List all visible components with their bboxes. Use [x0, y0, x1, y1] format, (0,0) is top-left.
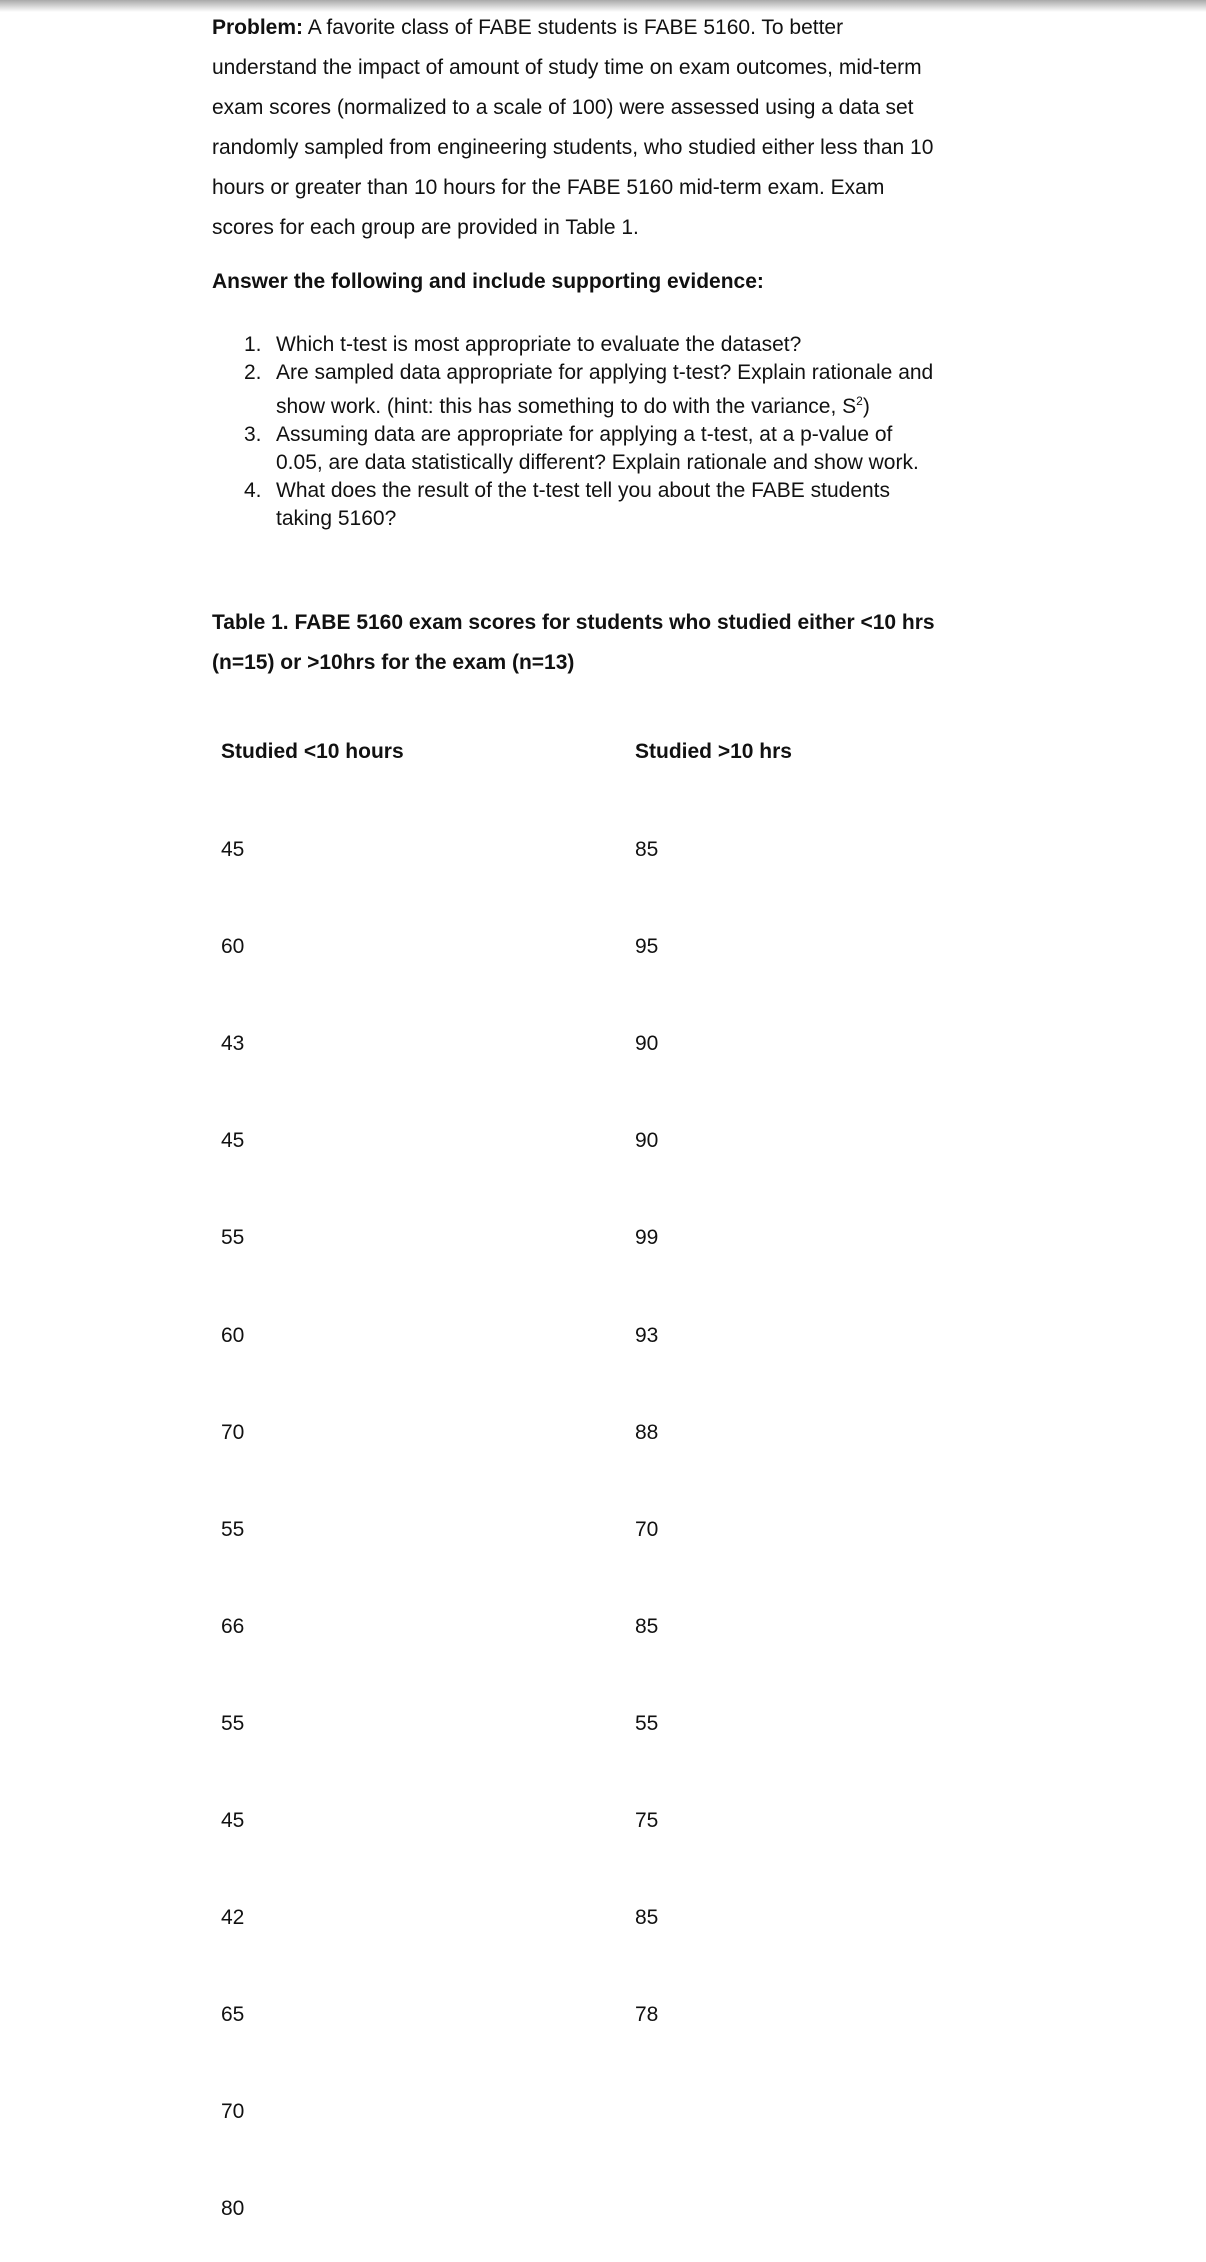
caption-line: (n=15) or >10hrs for the exam (n=13)	[212, 651, 575, 674]
score-cell: 90	[635, 1129, 659, 1153]
score-cell: 95	[635, 935, 659, 959]
column-header-less-than-10: Studied <10 hours	[221, 740, 404, 763]
score-cell: 60	[221, 1323, 245, 1347]
score-cell: 45	[221, 1129, 245, 1153]
problem-line: exam scores (normalized to a scale of 100) were assessed using a data set	[212, 96, 914, 119]
score-cell: 43	[221, 1032, 245, 1056]
score-cell: 66	[221, 1614, 245, 1638]
score-cell: 60	[221, 935, 245, 959]
table-caption	[212, 603, 935, 683]
question-text: What does the result of the t-test tell you about the FABE students	[276, 479, 891, 502]
superscript: 2	[856, 394, 863, 408]
score-cell: 75	[635, 1809, 659, 1832]
score-cell: 70	[221, 2100, 245, 2124]
question-text-part: )	[862, 395, 870, 418]
score-cell: 93	[635, 1323, 659, 1347]
column-header-more-than-10: Studied >10 hrs	[635, 740, 792, 763]
score-cell: 85	[635, 1614, 659, 1638]
question-item	[212, 421, 1172, 477]
problem-text: A favorite class of FABE students is FABE 5160. To better	[303, 16, 844, 39]
score-cell: 88	[635, 1420, 659, 1444]
score-cell: 99	[635, 1226, 659, 1250]
score-cell: 65	[221, 2003, 245, 2027]
question-text: Which t-test is most appropriate to evaluate the dataset?	[276, 333, 802, 356]
question-item	[212, 331, 1172, 359]
instructions-heading: Answer the following and include supporting evidence:	[212, 270, 764, 293]
problem-line	[212, 8, 1172, 48]
question-text: Are sampled data appropriate for applying t-test? Explain rationale and	[276, 361, 934, 384]
question-text: 0.05, are data statistically different? Explain rationale and show work.	[276, 451, 919, 474]
score-cell: 70	[635, 1517, 659, 1541]
problem-line: understand the impact of amount of study time on exam outcomes, mid-term	[212, 56, 922, 79]
question-number: 1.	[244, 333, 262, 356]
question-number: 2.	[244, 361, 262, 384]
score-cell: 78	[635, 2003, 659, 2027]
score-cell: 45	[221, 1809, 245, 1832]
score-cell: 80	[221, 2197, 245, 2221]
question-item	[212, 359, 1172, 421]
caption-line: Table 1. FABE 5160 exam scores for students who studied either <10 hrs	[212, 611, 935, 634]
question-number: 4.	[244, 479, 262, 502]
problem-label: Problem:	[212, 16, 304, 39]
score-cell: 55	[221, 1517, 245, 1541]
question-text: Assuming data are appropriate for applying a t-test, at a p-value of	[276, 423, 893, 446]
question-text	[276, 387, 1172, 421]
score-cell: 42	[221, 1906, 245, 1930]
score-cell: 90	[635, 1032, 659, 1056]
question-item	[212, 477, 1172, 533]
score-cell: 70	[221, 1420, 245, 1444]
problem-line: randomly sampled from engineering students, who studied either less than 10	[212, 136, 934, 159]
score-cell: 45	[221, 838, 245, 861]
score-cell: 55	[635, 1711, 659, 1735]
score-cell: 85	[635, 838, 659, 861]
question-text-part: show work. (hint: this has something to do with the variance, S	[276, 395, 857, 418]
score-cell: 55	[221, 1226, 245, 1250]
score-cell: 55	[221, 1711, 245, 1735]
question-list	[212, 331, 1172, 533]
problem-line: hours or greater than 10 hours for the FABE 5160 mid-term exam. Exam	[212, 176, 885, 199]
question-text: taking 5160?	[276, 507, 397, 530]
score-cell: 85	[635, 1906, 659, 1930]
question-number: 3.	[244, 423, 262, 446]
problem-line: scores for each group are provided in Table 1.	[212, 216, 639, 239]
problem-paragraph	[212, 8, 1172, 248]
